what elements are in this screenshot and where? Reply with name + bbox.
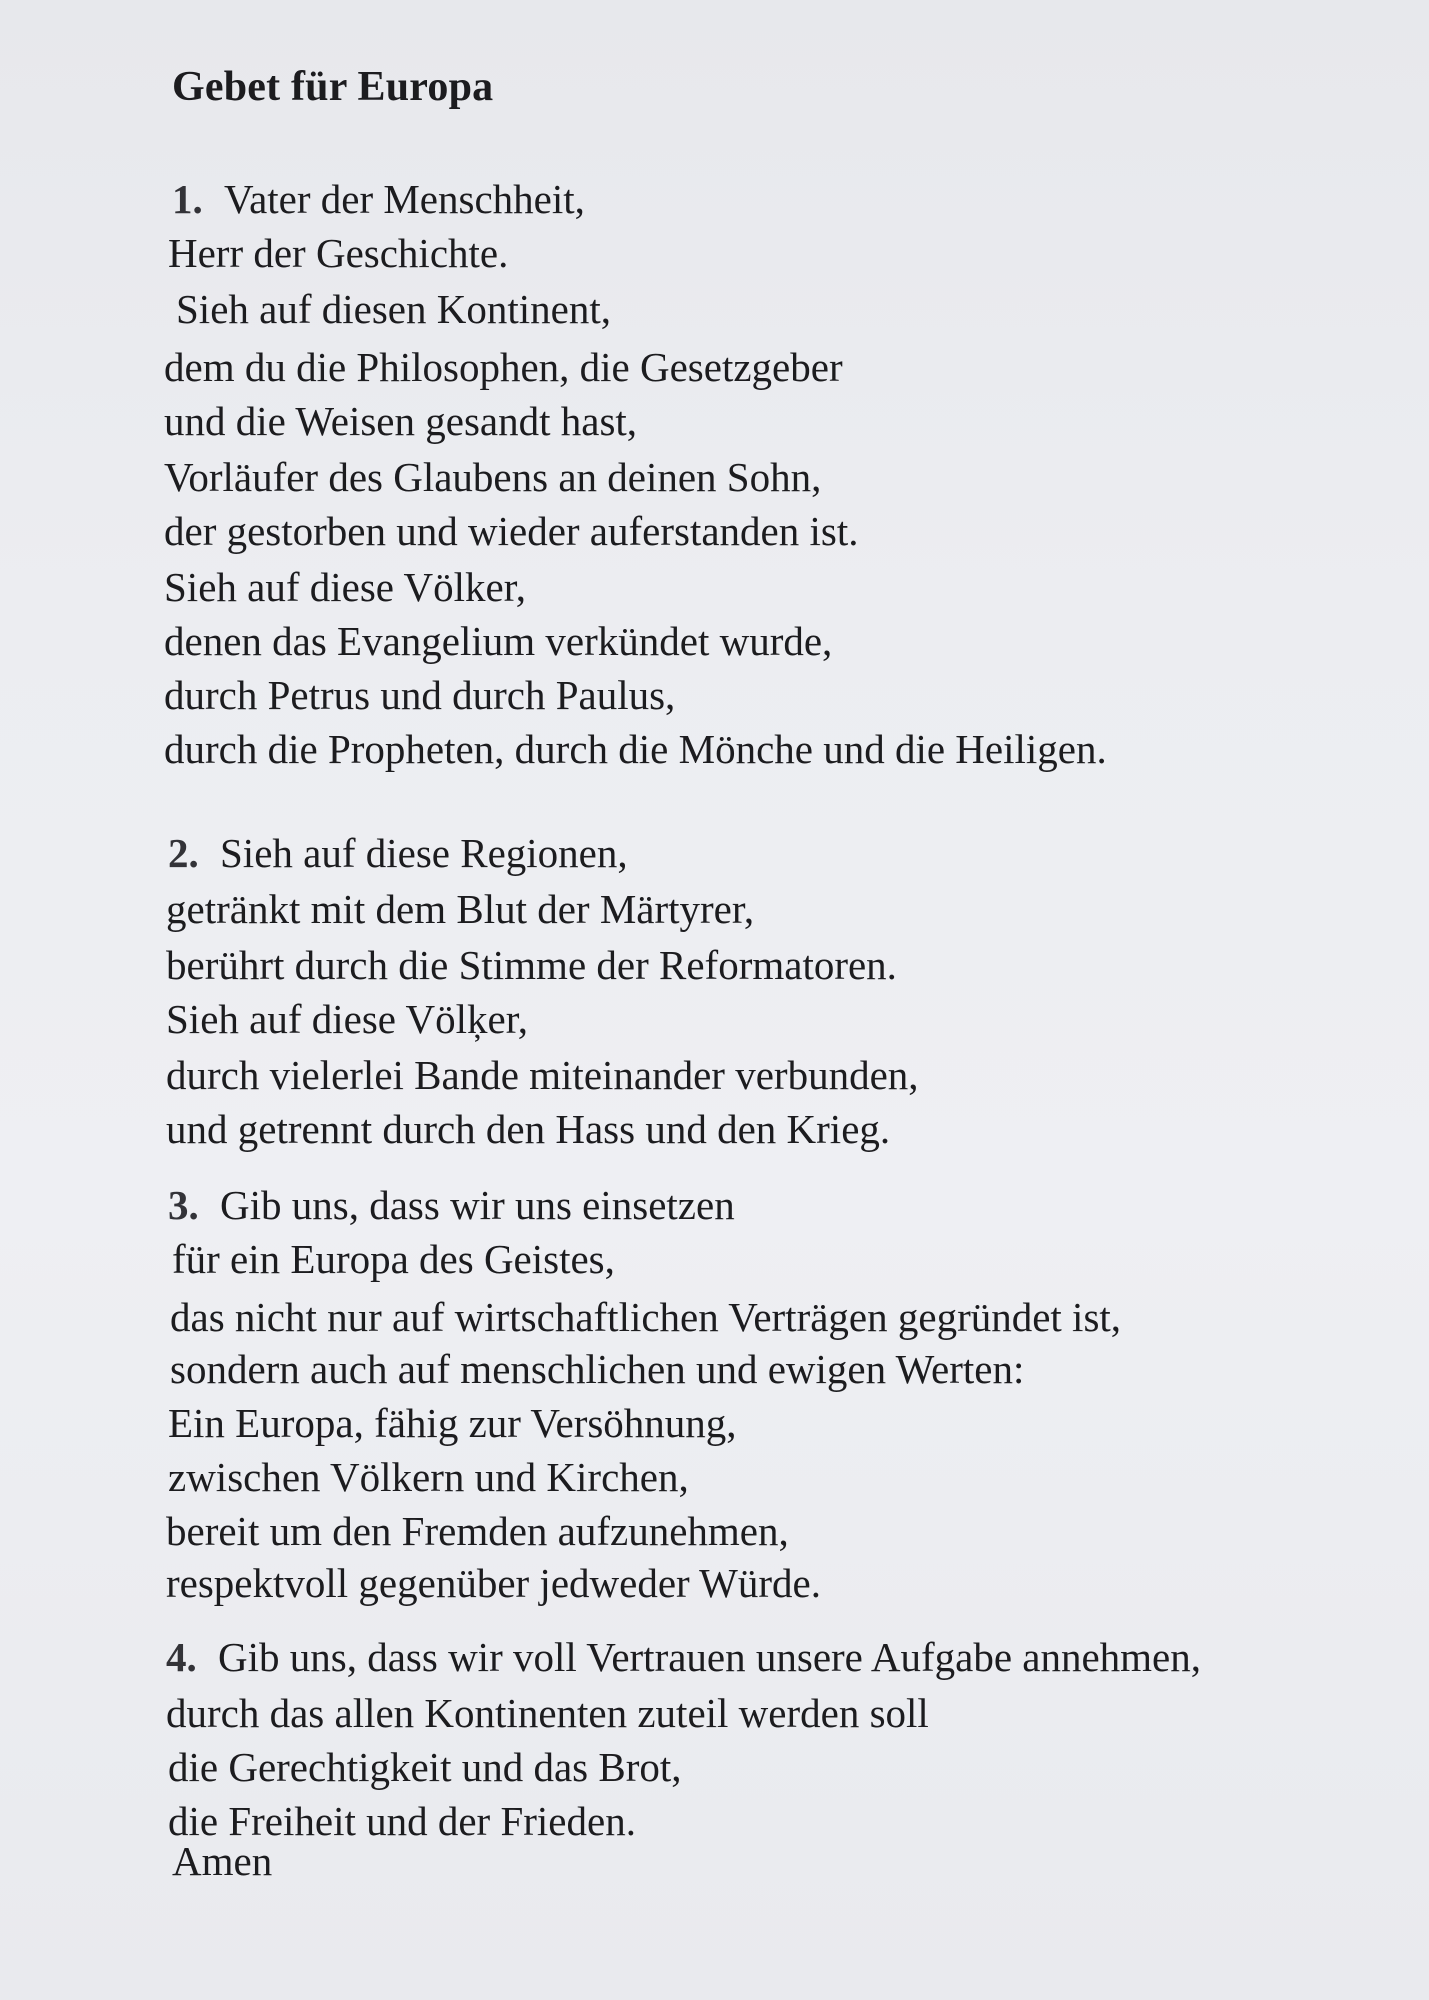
closing-amen: Amen <box>172 1838 273 1884</box>
stanza-2-line-3: berührt durch die Stimme der Reformatoren. <box>166 942 897 988</box>
stanza-3-line-3: das nicht nur auf wirtschaftlichen Verträgen gegründet ist, <box>170 1294 1122 1340</box>
stanza-4-line-4: die Freiheit und der Frieden. <box>168 1798 636 1844</box>
stanza-3-line-2: für ein Europa des Geistes, <box>172 1236 615 1282</box>
stanza-1-line-7: der gestorben und wieder auferstanden ist. <box>164 508 859 554</box>
stanza-3-number: 3. <box>168 1182 199 1228</box>
stanza-2-line-5: durch vielerlei Bande miteinander verbunden, <box>166 1052 919 1098</box>
stanza-1-line-5: und die Weisen gesandt hast, <box>164 398 638 444</box>
stanza-1-line-8: Sieh auf diese Völker, <box>164 564 526 610</box>
stanza-4-line-3: die Gerechtigkeit und das Brot, <box>168 1744 682 1790</box>
stanza-1-line-6: Vorläufer des Glaubens an deinen Sohn, <box>164 454 822 500</box>
document-title: Gebet für Europa <box>172 64 494 110</box>
stanza-2-line-1-text: Sieh auf diese Regionen, <box>220 830 628 876</box>
stanza-2-line-4: Sieh auf diese Völķer, <box>166 996 528 1042</box>
stanza-1-line-9: denen das Evangelium verkündet wurde, <box>164 618 833 664</box>
stanza-2-line-6: und getrennt durch den Hass und den Krieg. <box>166 1106 891 1152</box>
stanza-1-line-1 <box>172 172 585 226</box>
stanza-4-line-1-text: Gib uns, dass wir voll Vertrauen unsere Aufgabe annehmen, <box>218 1634 1201 1680</box>
stanza-1-number: 1. <box>172 176 203 222</box>
stanza-4-line-1 <box>166 1630 1201 1684</box>
stanza-2-line-1 <box>168 826 628 880</box>
stanza-1-line-2: Herr der Geschichte. <box>168 230 509 276</box>
stanza-3-line-8: respektvoll gegenüber jedweder Würde. <box>166 1560 821 1606</box>
stanza-1-line-4: dem du die Philosophen, die Gesetzgeber <box>164 344 843 390</box>
stanza-3-line-6: zwischen Völkern und Kirchen, <box>168 1454 689 1500</box>
stanza-3-line-5: Ein Europa, fähig zur Versöhnung, <box>168 1400 737 1446</box>
stanza-1-line-11: durch die Propheten, durch die Mönche und die Heiligen. <box>164 726 1107 772</box>
stanza-3-line-7: bereit um den Fremden aufzunehmen, <box>166 1508 789 1554</box>
stanza-3-line-4: sondern auch auf menschlichen und ewigen Werten: <box>170 1346 1025 1392</box>
stanza-2-line-2: getränkt mit dem Blut der Märtyrer, <box>166 886 755 932</box>
stanza-4-line-2: durch das allen Kontinenten zuteil werden soll <box>166 1690 929 1736</box>
stanza-2-number: 2. <box>168 830 199 876</box>
stanza-3-line-1 <box>168 1178 735 1232</box>
stanza-1-line-1-text: Vater der Menschheit, <box>224 176 585 222</box>
stanza-1-line-10: durch Petrus und durch Paulus, <box>164 672 676 718</box>
stanza-3-line-1-text: Gib uns, dass wir uns einsetzen <box>220 1182 735 1228</box>
stanza-1-line-3: Sieh auf diesen Kontinent, <box>176 286 611 332</box>
stanza-4-number: 4. <box>166 1634 197 1680</box>
